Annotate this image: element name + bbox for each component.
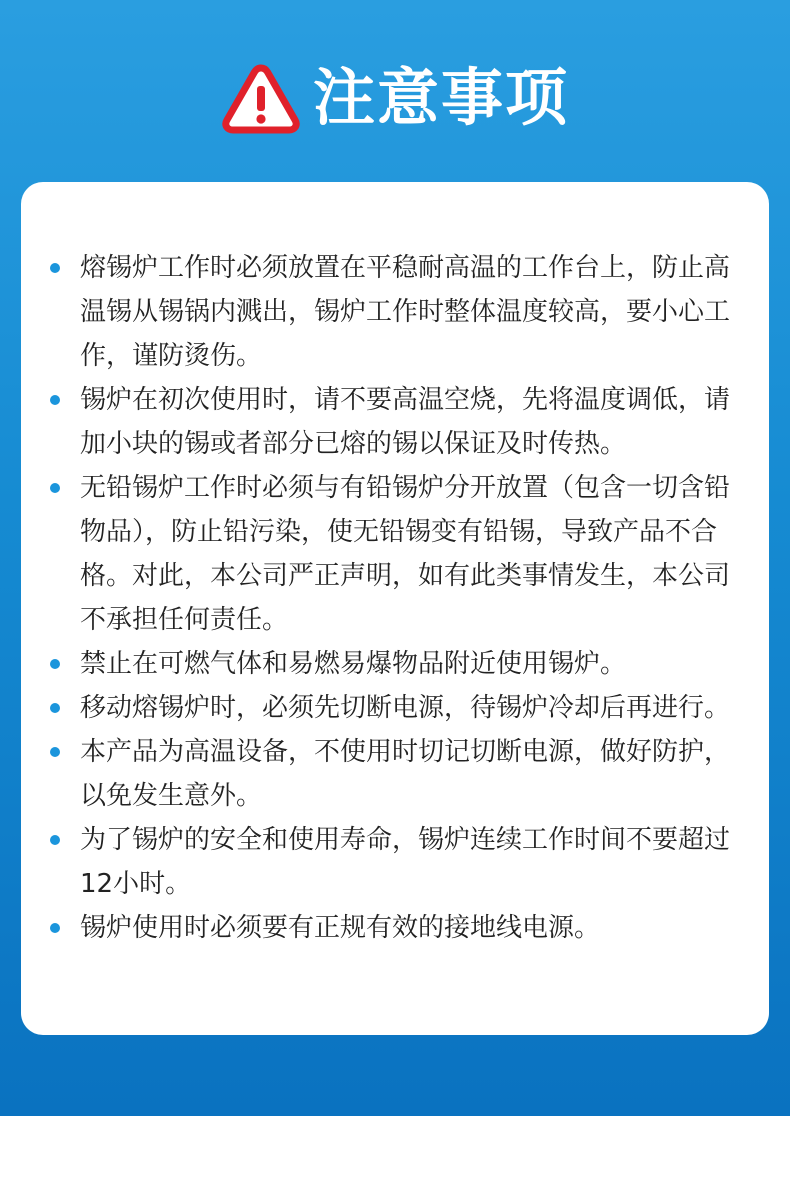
- notes-card: [21, 182, 769, 1035]
- bullet-icon: [50, 835, 60, 845]
- bullet-icon: [50, 483, 60, 493]
- list-item: [21, 378, 769, 466]
- bullet-icon: [50, 923, 60, 933]
- note-text: 禁止在可燃气体和易燃易爆物品附近使用锡炉。: [80, 649, 627, 679]
- list-item: [21, 906, 769, 950]
- bullet-icon: [50, 395, 60, 405]
- page-title: 注意事项: [312, 61, 569, 134]
- warning-triangle-icon: [221, 62, 301, 134]
- notes-list: [21, 246, 769, 950]
- note-text: 本产品为高温设备，不使用时切记切断电源，做好防护，以免发生意外。: [80, 737, 731, 811]
- list-item: [21, 466, 769, 642]
- note-text: 锡炉在初次使用时，请不要高温空烧，先将温度调低，请加小块的锡或者部分已熔的锡以保证及时传热。: [80, 385, 731, 459]
- note-text: 锡炉使用时必须要有正规有效的接地线电源。: [80, 913, 601, 943]
- note-text: 熔锡炉工作时必须放置在平稳耐高温的工作台上，防止高温锡从锡锅内溅出，锡炉工作时整体温度较高，要小心工作，谨防烫伤。: [80, 253, 731, 371]
- bullet-icon: [50, 703, 60, 713]
- note-text: 移动熔锡炉时，必须先切断电源，待锡炉冷却后再进行。: [80, 693, 731, 723]
- list-item: [21, 642, 769, 686]
- list-item: [21, 730, 769, 818]
- note-text: 为了锡炉的安全和使用寿命，锡炉连续工作时间不要超过12小时。: [80, 825, 731, 899]
- list-item: [21, 246, 769, 378]
- bullet-icon: [50, 659, 60, 669]
- bullet-icon: [50, 263, 60, 273]
- list-item: [21, 818, 769, 906]
- list-item: [21, 686, 769, 730]
- note-text: 无铅锡炉工作时必须与有铅锡炉分开放置（包含一切含铅物品），防止铅污染，使无铅锡变有铅锡，导致产品不合格。对此，本公司严正声明，如有此类事情发生，本公司不承担任何责任。: [80, 473, 731, 635]
- header: [0, 56, 790, 140]
- bullet-icon: [50, 747, 60, 757]
